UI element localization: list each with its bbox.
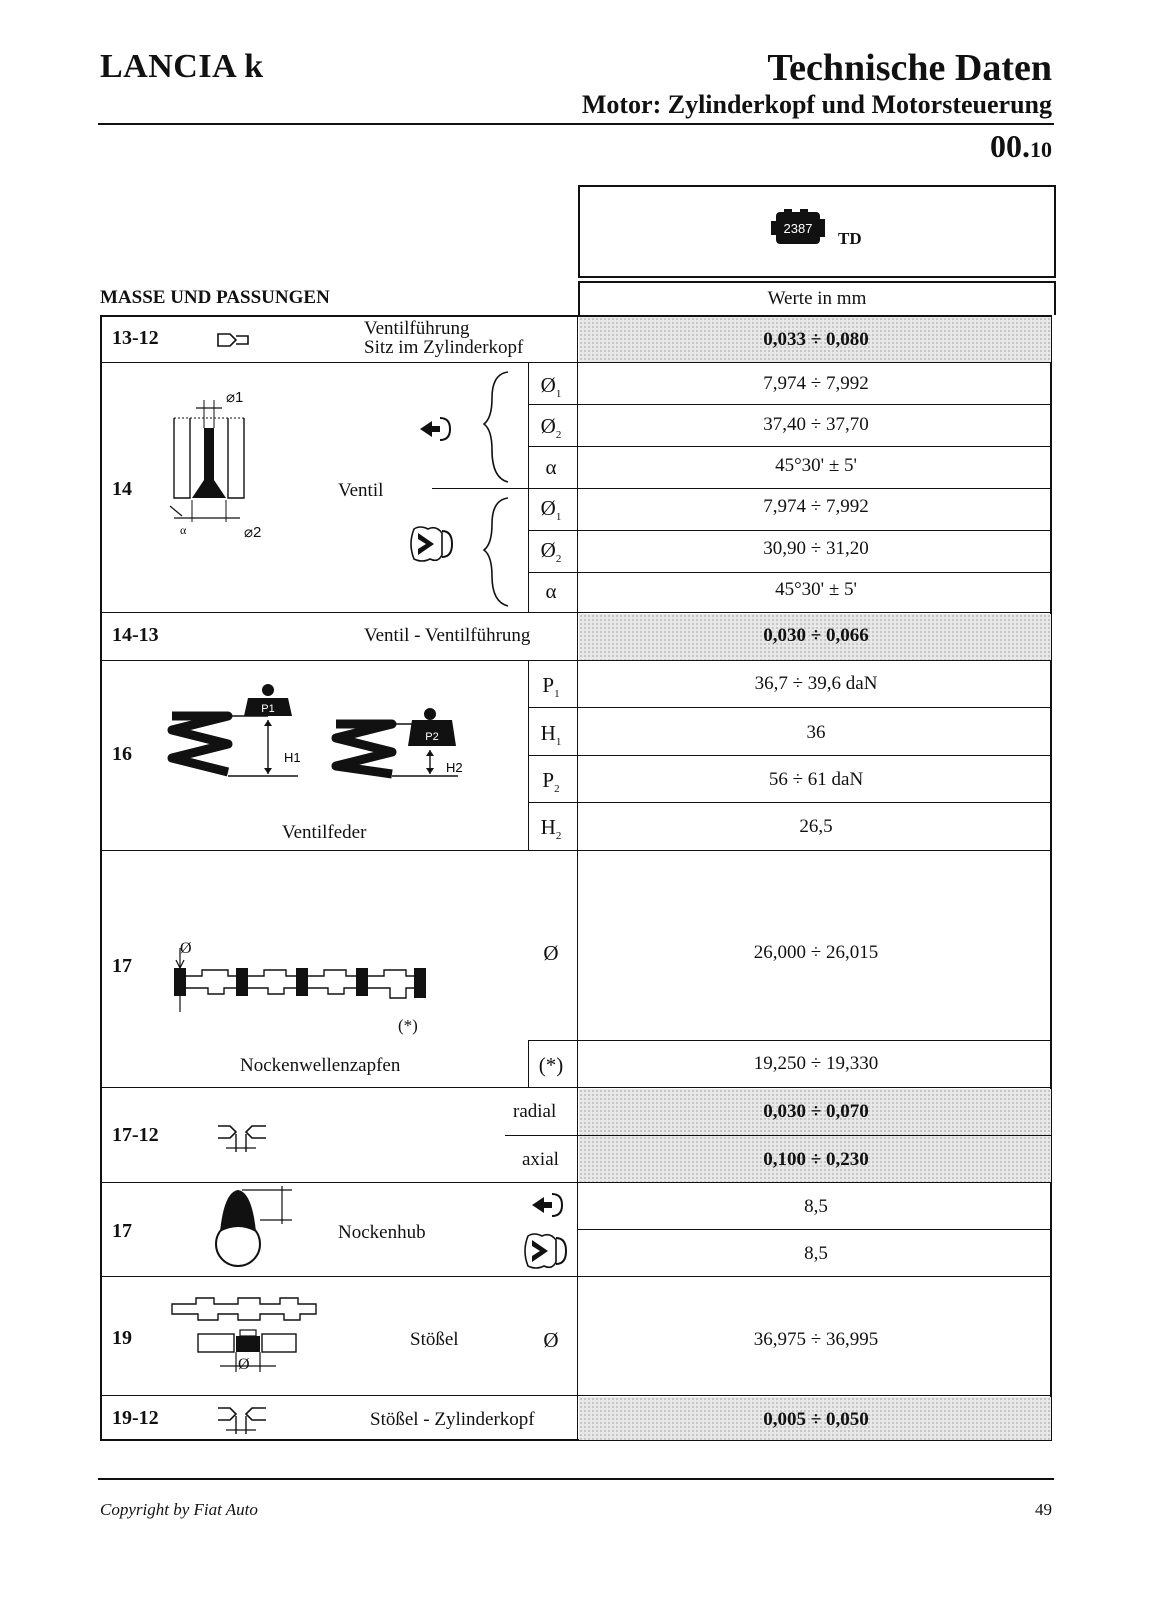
- row-sep: [100, 612, 1052, 613]
- brace-icons: [482, 368, 512, 608]
- camshaft-star-label: (*): [398, 1016, 418, 1035]
- row-14-exhaust-d2: 30,90 ÷ 31,20: [763, 538, 869, 559]
- row-1413-number: 14-13: [112, 624, 159, 646]
- section-title: MASSE UND PASSUNGEN: [100, 287, 330, 308]
- row-17b-value-exhaust: 8,5: [804, 1243, 828, 1264]
- valve-alpha-label: α: [180, 523, 187, 537]
- brand-title: LANCIA k: [100, 48, 264, 85]
- row-16-p2-value: 56 ÷ 61 daN: [768, 769, 864, 790]
- row-17a-number: 17: [112, 955, 132, 977]
- exhaust-icon: [408, 525, 454, 563]
- sym-p1: $P_1$: [542, 673, 560, 701]
- engine-code: 2387: [783, 221, 813, 236]
- row-14-exhaust-alpha: 45°30' ± 5': [775, 579, 857, 600]
- row-19-value: 36,975 ÷ 36,995: [753, 1329, 879, 1350]
- p2-label: P2: [425, 731, 439, 743]
- row-14-intake-alpha: 45°30' ± 5': [775, 455, 857, 476]
- page-code-sub: 10: [1030, 137, 1052, 162]
- valve-spring-diagram: [168, 680, 478, 780]
- row-16-h1-value: 36: [806, 722, 826, 743]
- sub-sep: [528, 404, 1052, 405]
- valve-d2-label: ⌀2: [244, 524, 262, 541]
- row-sep: [100, 1182, 1052, 1183]
- engine-suffix: TD: [838, 229, 862, 248]
- camshaft-diagram: [168, 940, 438, 1020]
- copyright: Copyright by Fiat Auto: [100, 1500, 258, 1519]
- page-code: [990, 128, 1052, 165]
- engine-icon: [770, 209, 826, 247]
- sym-d1-exhaust: $Ø_1$: [540, 496, 562, 524]
- exhaust-icon-camlift: [522, 1232, 570, 1270]
- row-1712-axial-label: axial: [522, 1149, 559, 1170]
- row-14-number: 14: [112, 478, 132, 500]
- units-label: Werte in mm: [578, 281, 1056, 315]
- row-17a-value-d: 26,000 ÷ 26,015: [753, 942, 879, 963]
- row-14-intake-d2: 37,40 ÷ 37,70: [763, 414, 869, 435]
- row-sep: [100, 850, 1052, 851]
- row-1312-number: 13-12: [112, 327, 159, 349]
- sub-sep: [528, 530, 1052, 531]
- row-17b-number: 17: [112, 1220, 132, 1242]
- row-1312-desc-line2: Sitz im Zylinderkopf: [364, 337, 524, 358]
- row-sep: [100, 362, 1052, 363]
- sub-sep: [528, 707, 1052, 708]
- sub-sep: [432, 488, 1052, 489]
- row-1312-desc-line1: Ventilführung: [364, 318, 470, 339]
- valve-d1-label: ⌀1: [226, 389, 244, 406]
- row-17a-value-star: 19,250 ÷ 19,330: [753, 1053, 879, 1074]
- row-17b-desc: Nockenhub: [338, 1222, 426, 1243]
- sub-sep: [528, 446, 1052, 447]
- clearance-icon: [216, 1404, 272, 1438]
- row-1712-number: 17-12: [112, 1124, 159, 1146]
- row-sep: [100, 1395, 1052, 1396]
- row-1413-value: 0,030 ÷ 0,066: [763, 625, 869, 646]
- row-16-p1-value: 36,7 ÷ 39,6 daN: [754, 673, 878, 694]
- row-1312-desc: [364, 319, 523, 357]
- axial-clearance-icon: [216, 1122, 272, 1156]
- row-1912-value: 0,005 ÷ 0,050: [763, 1409, 869, 1430]
- col-divider: [577, 315, 578, 1441]
- cam-lift-diagram: [212, 1186, 296, 1272]
- sub-sep: [505, 1135, 1052, 1136]
- sym-d1-intake: $Ø_1$: [540, 373, 562, 401]
- tappet-d-label: Ø: [238, 1356, 250, 1373]
- sym-alpha-intake: α: [545, 455, 557, 479]
- sym-alpha-exhaust: α: [545, 579, 557, 603]
- row-19-number: 19: [112, 1327, 132, 1349]
- sub-sep: [528, 802, 1052, 803]
- row-14-desc: Ventil: [338, 480, 384, 501]
- h1-label: H1: [284, 750, 301, 765]
- row-17b-value-intake: 8,5: [804, 1196, 828, 1217]
- sym-h1: $H_1$: [540, 721, 562, 749]
- fit-clearance-icon: [216, 330, 250, 350]
- row-14-intake-d1: 7,974 ÷ 7,992: [763, 373, 869, 394]
- row-16-h2-value: 26,5: [799, 816, 833, 837]
- row-sep: [100, 1276, 1052, 1277]
- row-1413-desc: Ventil - Ventilführung: [364, 625, 531, 646]
- row-1912-number: 19-12: [112, 1407, 159, 1429]
- intake-icon: [418, 414, 454, 444]
- sym-d2-intake: $Ø_2$: [540, 414, 562, 442]
- sym-d-tappet: Ø: [543, 1328, 559, 1352]
- row-14-exhaust-d1: 7,974 ÷ 7,992: [763, 496, 869, 517]
- p1-label: P1: [261, 703, 275, 715]
- row-16-number: 16: [112, 743, 132, 765]
- sub-sep: [528, 572, 1052, 573]
- page-number: 49: [1035, 1500, 1052, 1519]
- row-16-desc: Ventilfeder: [282, 822, 367, 843]
- sym-h2: $H_2$: [540, 815, 562, 843]
- footer-rule: [98, 1478, 1054, 1480]
- row-1912-desc: Stößel - Zylinderkopf: [370, 1409, 535, 1430]
- page-code-main: 00.: [990, 128, 1030, 164]
- row-1712-radial-label: radial: [513, 1101, 557, 1122]
- h2-label: H2: [446, 760, 463, 775]
- sym-d-journal: Ø: [543, 941, 559, 965]
- intake-icon-camlift: [528, 1190, 568, 1220]
- sym-p2: $P_2$: [542, 768, 560, 796]
- page-title: Technische Daten: [767, 47, 1052, 89]
- sub-sep: [528, 755, 1052, 756]
- header-rule: [98, 123, 1054, 125]
- row-1312-value: 0,033 ÷ 0,080: [763, 329, 869, 350]
- sym-d2-exhaust: $Ø_2$: [540, 538, 562, 566]
- row-sep: [100, 660, 1052, 661]
- row-1712-value-radial: 0,030 ÷ 0,070: [763, 1101, 869, 1122]
- sub-sep: [578, 1229, 1052, 1230]
- row-1712-value-axial: 0,100 ÷ 0,230: [763, 1149, 869, 1170]
- camshaft-d-label: Ø: [180, 940, 192, 957]
- engine-box: [578, 185, 1056, 278]
- row-sep: [100, 1087, 1052, 1088]
- sub-sep: [528, 1040, 1052, 1041]
- row-17a-desc: Nockenwellenzapfen: [240, 1055, 401, 1076]
- page-subtitle: Motor: Zylinderkopf und Motorsteuerung: [581, 90, 1052, 119]
- row-19-desc: Stößel: [410, 1329, 459, 1350]
- sym-star-journal: (*): [538, 1053, 564, 1077]
